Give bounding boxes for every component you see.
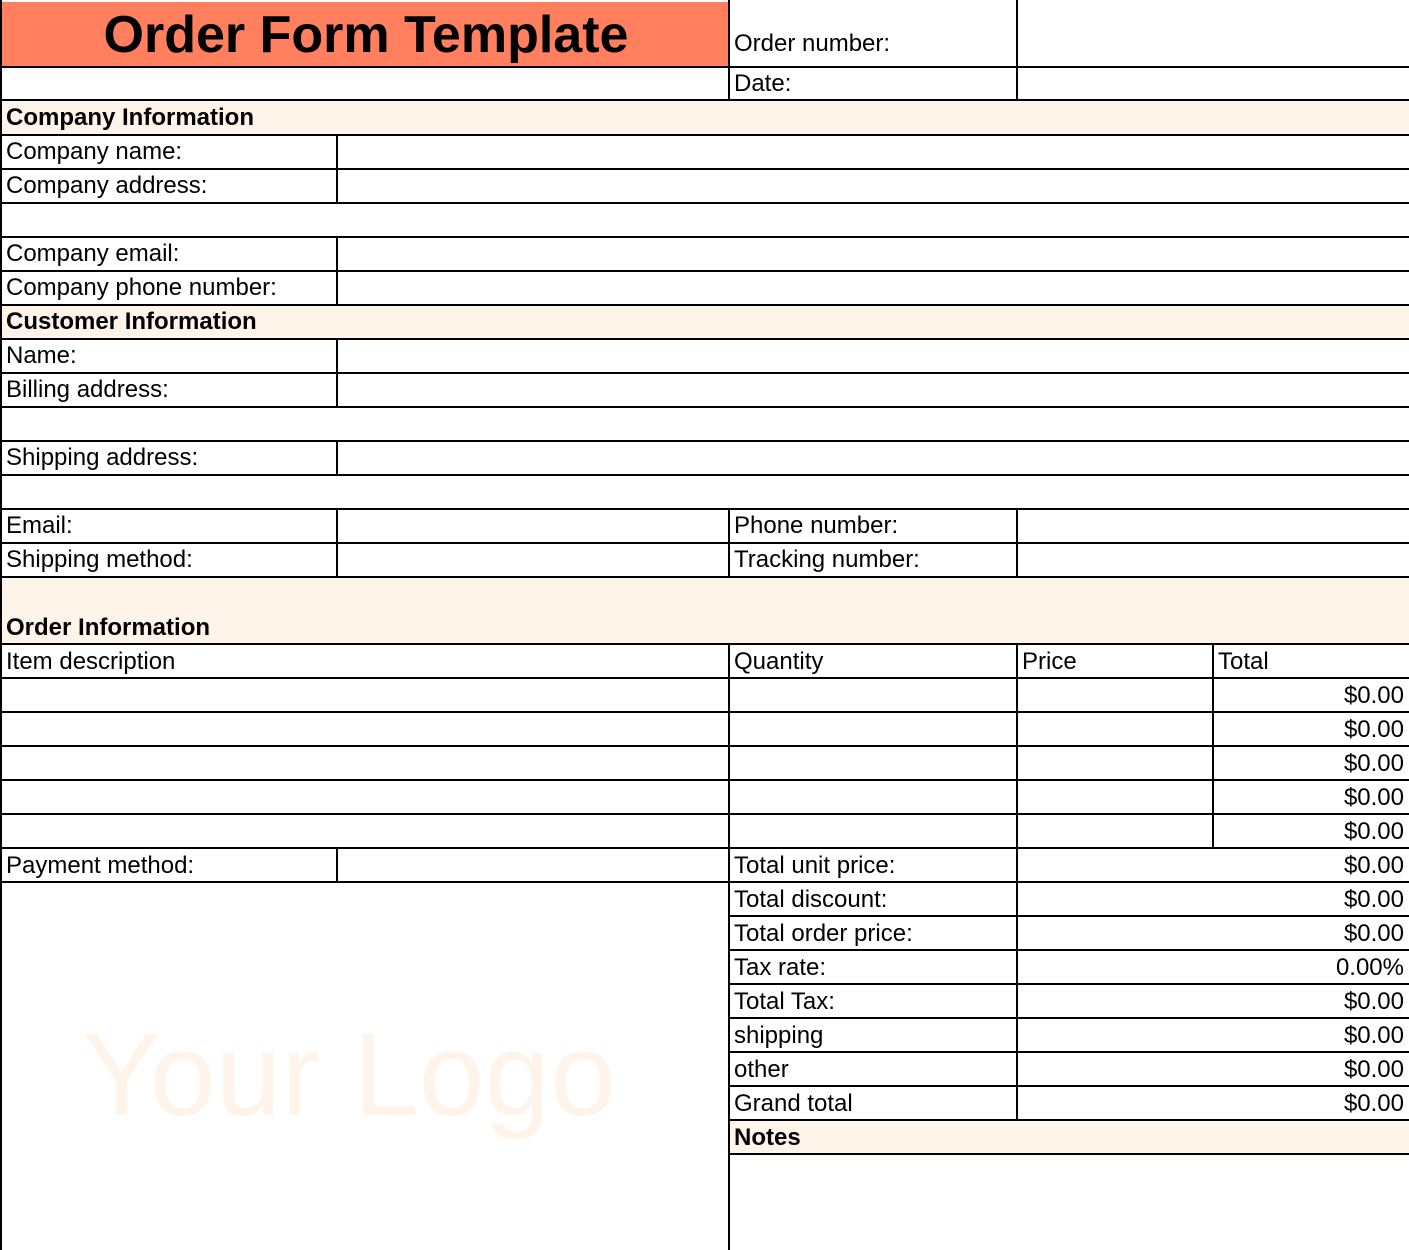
order-info-heading: Order Information bbox=[6, 614, 211, 641]
order-number-label: Order number: bbox=[734, 30, 891, 57]
summary-label-tax-rate: Tax rate: bbox=[734, 954, 827, 981]
billing-address-field[interactable] bbox=[338, 374, 1409, 406]
billing-address-label: Billing address: bbox=[6, 376, 169, 403]
company-name-label: Company name: bbox=[6, 138, 183, 165]
company-email-field[interactable] bbox=[338, 238, 1409, 270]
shipping-address-field[interactable] bbox=[338, 442, 1409, 474]
payment-method-field[interactable] bbox=[338, 849, 728, 881]
tracking-number-label: Tracking number: bbox=[734, 546, 920, 573]
summary-label-other: other bbox=[734, 1056, 789, 1083]
customer-phone-label: Phone number: bbox=[734, 512, 899, 539]
summary-label-shipping: shipping bbox=[734, 1022, 824, 1049]
summary-value-shipping: $0.00 bbox=[1343, 1022, 1404, 1049]
payment-method-label: Payment method: bbox=[6, 852, 195, 879]
notes-section-band bbox=[730, 1120, 1409, 1154]
row-total-value: $0.00 bbox=[1343, 750, 1404, 777]
row-total-value: $0.00 bbox=[1343, 818, 1404, 845]
billing-address-line-2[interactable] bbox=[2, 408, 1409, 440]
company-address-line-2[interactable] bbox=[2, 204, 1409, 236]
column-header-item-description: Item description bbox=[6, 648, 176, 675]
date-field[interactable] bbox=[1018, 68, 1409, 99]
customer-phone-field[interactable] bbox=[1018, 510, 1409, 542]
company-address-label: Company address: bbox=[6, 172, 208, 199]
summary-value-grand-total: $0.00 bbox=[1343, 1090, 1404, 1117]
summary-value-other: $0.00 bbox=[1343, 1056, 1404, 1083]
summary-value-total-discount: $0.00 bbox=[1343, 886, 1404, 913]
summary-label-total-discount: Total discount: bbox=[734, 886, 888, 913]
company-info-heading: Company Information bbox=[6, 104, 255, 131]
summary-value-tax-rate: 0.00% bbox=[1335, 954, 1404, 981]
summary-value-total-unit-price: $0.00 bbox=[1343, 852, 1404, 879]
shipping-address-line-2[interactable] bbox=[2, 476, 1409, 508]
order-number-field[interactable] bbox=[1018, 2, 1409, 66]
company-address-field[interactable] bbox=[338, 170, 1409, 202]
row-total-value: $0.00 bbox=[1343, 682, 1404, 709]
summary-label-total-tax: Total Tax: bbox=[734, 988, 835, 1015]
summary-label-total-order-price: Total order price: bbox=[734, 920, 913, 947]
company-email-label: Company email: bbox=[6, 240, 180, 267]
company-phone-label: Company phone number: bbox=[6, 274, 277, 301]
shipping-address-label: Shipping address: bbox=[6, 444, 199, 471]
summary-label-total-unit-price: Total unit price: bbox=[734, 852, 896, 879]
column-header-total: Total bbox=[1218, 648, 1269, 675]
page-title: Order Form Template bbox=[103, 6, 629, 64]
shipping-method-field[interactable] bbox=[338, 544, 728, 576]
customer-name-field[interactable] bbox=[338, 340, 1409, 372]
notes-area[interactable] bbox=[730, 1155, 1409, 1250]
company-name-field[interactable] bbox=[338, 136, 1409, 168]
customer-email-field[interactable] bbox=[338, 510, 728, 542]
customer-email-label: Email: bbox=[6, 512, 73, 539]
summary-value-total-tax: $0.00 bbox=[1343, 988, 1404, 1015]
column-header-price: Price bbox=[1022, 648, 1077, 675]
company-phone-field[interactable] bbox=[338, 272, 1409, 304]
row-total-value: $0.00 bbox=[1343, 784, 1404, 811]
logo-watermark: Your Logo bbox=[82, 1009, 616, 1141]
customer-info-heading: Customer Information bbox=[6, 308, 257, 335]
tracking-number-field[interactable] bbox=[1018, 544, 1409, 576]
summary-label-grand-total: Grand total bbox=[734, 1090, 853, 1117]
row-total-value: $0.00 bbox=[1343, 716, 1404, 743]
date-label: Date: bbox=[734, 70, 792, 97]
customer-name-label: Name: bbox=[6, 342, 77, 369]
notes-heading: Notes bbox=[734, 1124, 801, 1151]
shipping-method-label: Shipping method: bbox=[6, 546, 193, 573]
summary-value-total-order-price: $0.00 bbox=[1343, 920, 1404, 947]
column-header-quantity: Quantity bbox=[734, 648, 824, 675]
order-section-band bbox=[2, 576, 1409, 644]
